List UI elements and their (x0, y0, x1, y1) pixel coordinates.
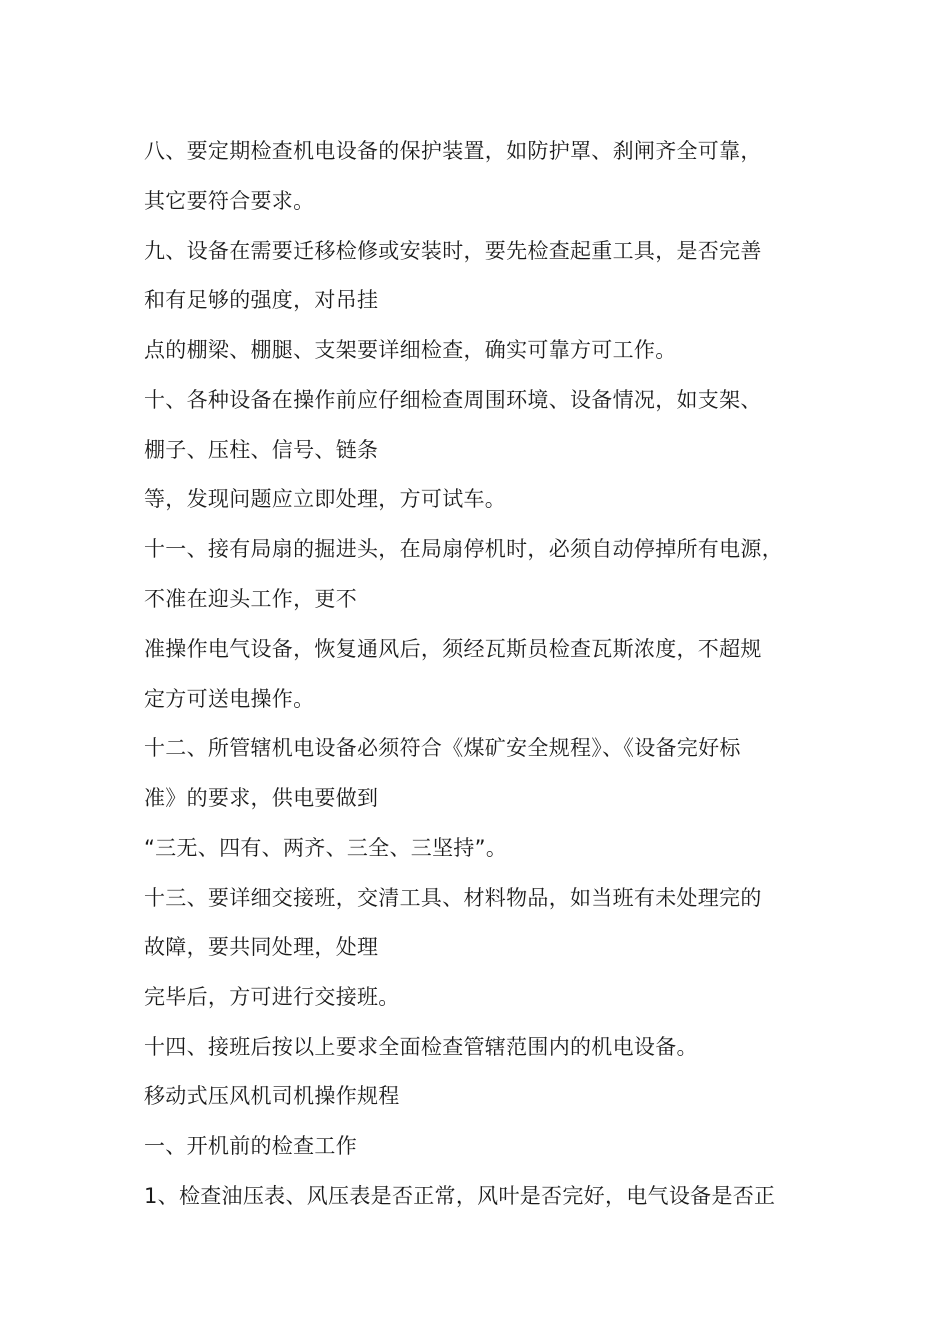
text-line: “三无、四有、两齐、三全、三坚持”。 (144, 836, 508, 860)
text-line: 完毕后，方可进行交接班。 (144, 985, 400, 1009)
text-line: 其它要符合要求。 (144, 189, 315, 213)
text-line: 十、各种设备在操作前应仔细检查周围环境、设备情况，如支架、 (144, 388, 762, 412)
text-line: 不准在迎头工作，更不 (144, 587, 357, 611)
text-line: 1、检查油压表、风压表是否正常，风叶是否完好，电气设备是否正 (144, 1184, 776, 1208)
section-title: 移动式压风机司机操作规程 (144, 1084, 400, 1108)
text-line: 十三、要详细交接班，交清工具、材料物品，如当班有未处理完的 (144, 886, 762, 910)
text-line: 十一、接有局扇的掘进头，在局扇停机时，必须自动停掉所有电源， (144, 537, 783, 561)
text-line: 准》的要求，供电要做到 (144, 786, 379, 810)
text-line: 故障，要共同处理，处理 (144, 935, 379, 959)
text-line: 等，发现问题应立即处理，方可试车。 (144, 487, 507, 511)
subsection-heading: 一、开机前的检查工作 (144, 1134, 357, 1158)
text-line: 棚子、压柱、信号、链条 (144, 438, 379, 462)
text-line: 点的棚梁、棚腿、支架要详细检查，确实可靠方可工作。 (144, 338, 677, 362)
text-line: 八、要定期检查机电设备的保护装置，如防护罩、刹闸齐全可靠， (144, 139, 762, 163)
text-line: 定方可送电操作。 (144, 687, 315, 711)
text-line: 十四、接班后按以上要求全面检查管辖范围内的机电设备。 (144, 1035, 698, 1059)
text-line: 准操作电气设备，恢复通风后，须经瓦斯员检查瓦斯浓度，不超规 (144, 637, 762, 661)
text-line: 和有足够的强度，对吊挂 (144, 288, 379, 312)
text-line: 十二、所管辖机电设备必须符合《煤矿安全规程》、《设备完好标 (144, 736, 741, 760)
text-line: 九、设备在需要迁移检修或安装时，要先检查起重工具，是否完善 (144, 239, 762, 263)
